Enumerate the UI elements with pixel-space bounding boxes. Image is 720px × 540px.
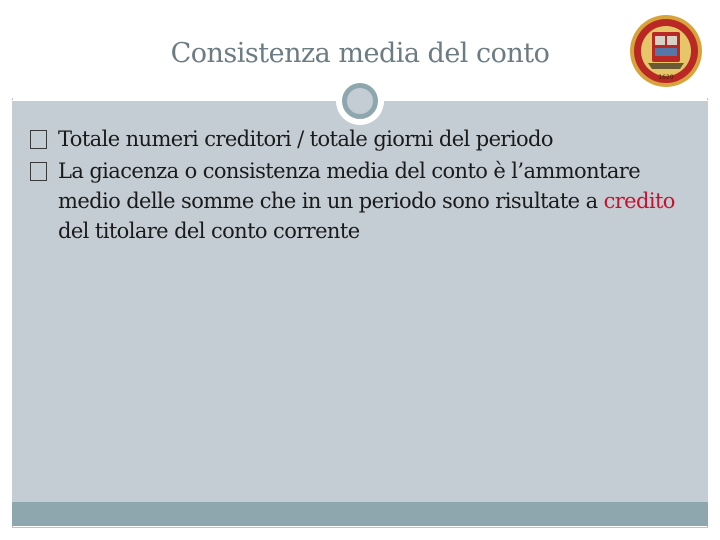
bullet-item-2: [30, 156, 700, 246]
bullet-marker-icon: [30, 130, 47, 149]
credit-highlight: credito: [603, 189, 675, 213]
bullet-item-1: [30, 124, 700, 154]
footer-bar: [12, 502, 708, 526]
bullet-text-before: La giacenza o consistenza media del conto è l’ammontare medio delle somme che in un periodo sono risultate a: [58, 159, 641, 213]
bullet-marker-icon: [30, 162, 47, 181]
bullet-list: [30, 124, 700, 248]
divider-ring-icon: [342, 83, 378, 119]
svg-text:1620: 1620: [658, 74, 674, 81]
bullet-text: Totale numeri creditori / totale giorni del periodo: [58, 127, 553, 151]
slide-title: Consistenza media del conto: [170, 38, 550, 69]
bullet-text-after: del titolare del conto corrente: [58, 219, 360, 243]
university-seal-logo: [628, 13, 704, 89]
